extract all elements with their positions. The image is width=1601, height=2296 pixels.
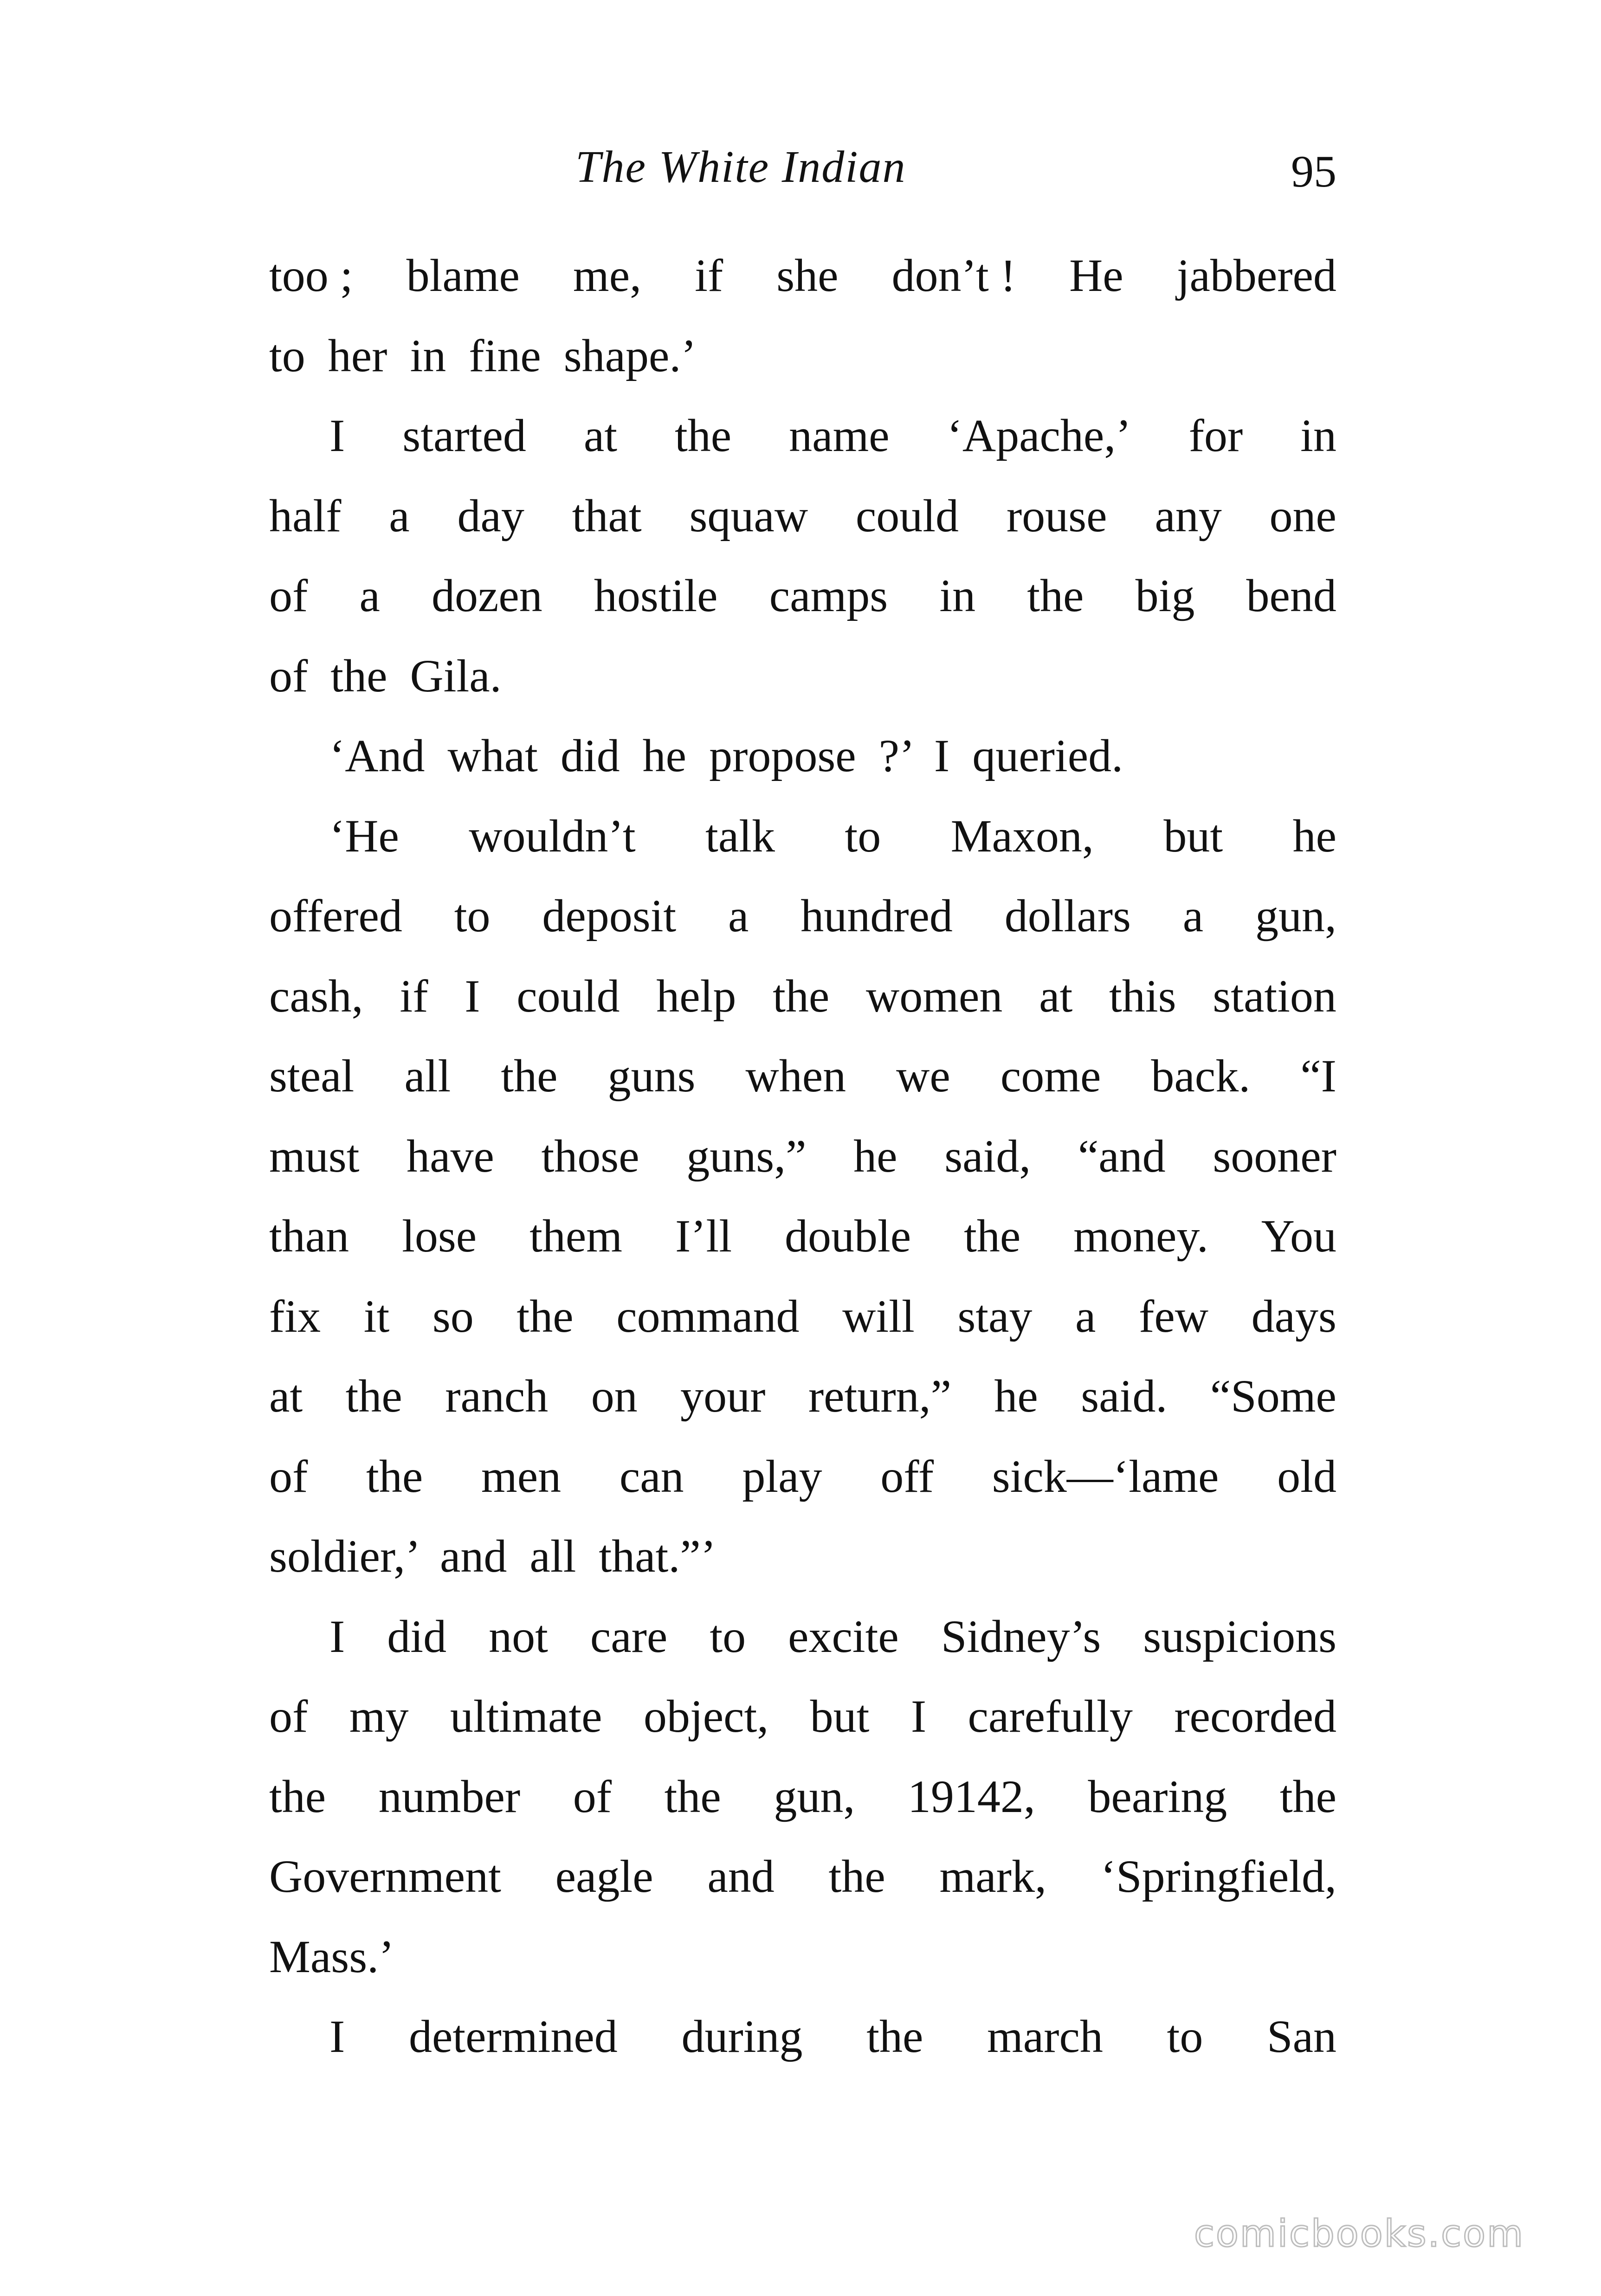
word: for <box>1188 410 1243 461</box>
word: them <box>529 1210 623 1262</box>
word: if <box>400 970 428 1022</box>
text-line <box>269 316 1336 396</box>
text-line <box>269 396 1336 476</box>
word: the <box>664 1770 721 1822</box>
word: to <box>845 810 881 862</box>
word: the <box>345 1370 402 1422</box>
word: when <box>745 1050 846 1102</box>
word: he <box>1292 810 1336 862</box>
word: money. <box>1073 1210 1208 1262</box>
word: have <box>407 1130 494 1182</box>
word: excite <box>788 1610 899 1662</box>
text-line <box>269 1277 1336 1357</box>
word: than <box>269 1210 349 1262</box>
word: at <box>1039 970 1073 1022</box>
word: in <box>1300 410 1336 461</box>
word: men <box>481 1450 562 1502</box>
word: stay <box>957 1290 1033 1342</box>
word: Government <box>269 1851 501 1902</box>
word: to her in fine shape.’ <box>269 329 697 381</box>
word: don’t ! <box>891 250 1016 301</box>
word: bearing <box>1088 1770 1227 1822</box>
word: not <box>489 1610 548 1662</box>
word: big <box>1135 570 1195 621</box>
text-line <box>269 796 1336 877</box>
word: deposit <box>542 890 677 942</box>
word: women <box>866 970 1003 1022</box>
word: the <box>269 1770 326 1822</box>
word: of <box>269 1690 308 1742</box>
word: soldier,’ and all that.”’ <box>269 1530 717 1582</box>
word: of <box>269 1450 308 1502</box>
word: off <box>880 1450 934 1502</box>
word: steal <box>269 1050 355 1102</box>
word: squaw <box>689 490 808 542</box>
word: recorded <box>1174 1690 1336 1742</box>
word: talk <box>705 810 775 862</box>
word: ultimate <box>450 1690 602 1742</box>
word: sick—‘lame <box>992 1450 1219 1502</box>
word: the <box>501 1050 558 1102</box>
word: the <box>674 410 732 461</box>
word: my <box>349 1690 409 1742</box>
word: I’ll <box>675 1210 732 1262</box>
word: Maxon, <box>950 810 1094 862</box>
word: this <box>1109 970 1176 1022</box>
word: Sidney’s <box>941 1610 1101 1662</box>
word: in <box>939 570 976 621</box>
word: guns,” <box>686 1130 807 1182</box>
word: at <box>269 1370 303 1422</box>
word: we <box>896 1050 950 1102</box>
word: eagle <box>555 1851 653 1902</box>
word: command <box>616 1290 800 1342</box>
word: “I <box>1300 1050 1336 1102</box>
word: “and <box>1078 1130 1166 1182</box>
word: to <box>710 1610 746 1662</box>
text-line <box>269 1837 1336 1917</box>
word: I <box>329 2011 345 2062</box>
word: dozen <box>431 570 542 621</box>
watermark-logo: comicbooks.com <box>1194 2212 1524 2255</box>
word: I <box>329 1610 345 1662</box>
word: a <box>1182 890 1204 942</box>
word: of the Gila. <box>269 650 502 702</box>
word: jabbered <box>1176 250 1336 301</box>
word: said. <box>1081 1370 1168 1422</box>
word: offered <box>269 890 402 942</box>
word: ‘He <box>329 810 399 862</box>
text-line <box>269 1437 1336 1517</box>
text-line <box>269 1997 1336 2077</box>
word: half <box>269 490 342 542</box>
word: the <box>516 1290 574 1342</box>
text-line <box>269 1036 1336 1116</box>
word: You <box>1261 1210 1336 1262</box>
word: rouse <box>1006 490 1107 542</box>
body-text <box>269 236 1336 2077</box>
word: must <box>269 1130 360 1182</box>
word: I <box>465 970 480 1022</box>
word: to <box>454 890 491 942</box>
word: at <box>583 410 617 461</box>
word: of <box>573 1770 612 1822</box>
word: but <box>1163 810 1223 862</box>
word: suspicions <box>1143 1610 1336 1662</box>
text-line <box>269 1516 1336 1597</box>
word: a <box>1075 1290 1096 1342</box>
word: few <box>1139 1290 1208 1342</box>
word: day <box>457 490 524 542</box>
text-line <box>269 1917 1336 1997</box>
word: name <box>789 410 890 461</box>
word: gun, <box>774 1770 855 1822</box>
word: dollars <box>1004 890 1131 942</box>
text-line <box>269 1356 1336 1437</box>
word: come <box>1000 1050 1101 1102</box>
word: He <box>1069 250 1123 301</box>
word: determined <box>408 2011 618 2062</box>
word: me, <box>573 250 642 301</box>
word: ‘Apache,’ <box>947 410 1131 461</box>
word: during <box>681 2011 803 2062</box>
word: can <box>619 1450 684 1502</box>
text-line <box>269 1597 1336 1677</box>
word: the <box>366 1450 423 1502</box>
word: ‘And what did he propose ?’ I queried. <box>329 730 1123 781</box>
word: that <box>572 490 642 542</box>
word: a <box>389 490 410 542</box>
text-line <box>269 1677 1336 1757</box>
text-line <box>269 556 1336 636</box>
word: the <box>1279 1770 1336 1822</box>
word: if <box>695 250 723 301</box>
word: any <box>1155 490 1222 542</box>
text-line <box>269 1116 1336 1197</box>
word: said, <box>944 1130 1031 1182</box>
word: 19142, <box>907 1770 1035 1822</box>
word: back. <box>1151 1050 1251 1102</box>
word: all <box>404 1050 451 1102</box>
text-line <box>269 716 1336 796</box>
word: one <box>1269 490 1336 542</box>
word: lose <box>402 1210 477 1262</box>
running-title: The White Indian <box>575 142 906 192</box>
word: the <box>964 1210 1021 1262</box>
word: gun, <box>1255 890 1336 942</box>
word: I <box>329 410 345 461</box>
word: the <box>828 1851 885 1902</box>
word: the <box>866 2011 923 2062</box>
word: started <box>402 410 526 461</box>
word: the <box>773 970 830 1022</box>
word: march <box>987 2011 1103 2062</box>
word: help <box>656 970 736 1022</box>
word: carefully <box>968 1690 1133 1742</box>
word: play <box>742 1450 822 1502</box>
word: San <box>1266 2011 1336 2062</box>
word: double <box>785 1210 911 1262</box>
word: fix <box>269 1290 321 1342</box>
word: object, <box>643 1690 769 1742</box>
word: number <box>378 1770 521 1822</box>
word: cash, <box>269 970 363 1022</box>
word: ‘Springfield, <box>1100 1851 1336 1902</box>
word: station <box>1213 970 1336 1022</box>
word: care <box>590 1610 668 1662</box>
word: so <box>432 1290 474 1342</box>
text-line <box>269 236 1336 316</box>
word: to <box>1167 2011 1203 2062</box>
word: I <box>910 1690 927 1742</box>
word: return,” <box>808 1370 951 1422</box>
word: could <box>855 490 959 542</box>
word: camps <box>769 570 888 621</box>
text-line <box>269 1196 1336 1277</box>
word: on <box>591 1370 638 1422</box>
word: too ; <box>269 250 353 301</box>
word: did <box>387 1610 447 1662</box>
text-line <box>269 636 1336 716</box>
word: your <box>680 1370 766 1422</box>
word: old <box>1277 1450 1336 1502</box>
word: ranch <box>445 1370 549 1422</box>
word: the <box>1027 570 1084 621</box>
word: “Some <box>1210 1370 1336 1422</box>
word: hostile <box>594 570 718 621</box>
text-line <box>269 876 1336 956</box>
text-line <box>269 1757 1336 1837</box>
word: hundred <box>800 890 953 942</box>
word: could <box>516 970 620 1022</box>
word: and <box>707 1851 775 1902</box>
word: Mass.’ <box>269 1930 394 1982</box>
running-head <box>269 135 1336 200</box>
word: he <box>853 1130 897 1182</box>
word: a <box>359 570 380 621</box>
word: days <box>1251 1290 1336 1342</box>
word: she <box>776 250 839 301</box>
page-number: 95 <box>1291 147 1336 197</box>
word: he <box>994 1370 1038 1422</box>
word: guns <box>607 1050 696 1102</box>
word: sooner <box>1213 1130 1336 1182</box>
word: blame <box>406 250 520 301</box>
text-line <box>269 476 1336 556</box>
word: but <box>810 1690 870 1742</box>
word: it <box>363 1290 390 1342</box>
word: a <box>728 890 749 942</box>
word: those <box>541 1130 639 1182</box>
word: bend <box>1246 570 1336 621</box>
word: of <box>269 570 308 621</box>
word: mark, <box>939 1851 1046 1902</box>
word: will <box>842 1290 915 1342</box>
text-line <box>269 956 1336 1037</box>
word: wouldn’t <box>469 810 636 862</box>
